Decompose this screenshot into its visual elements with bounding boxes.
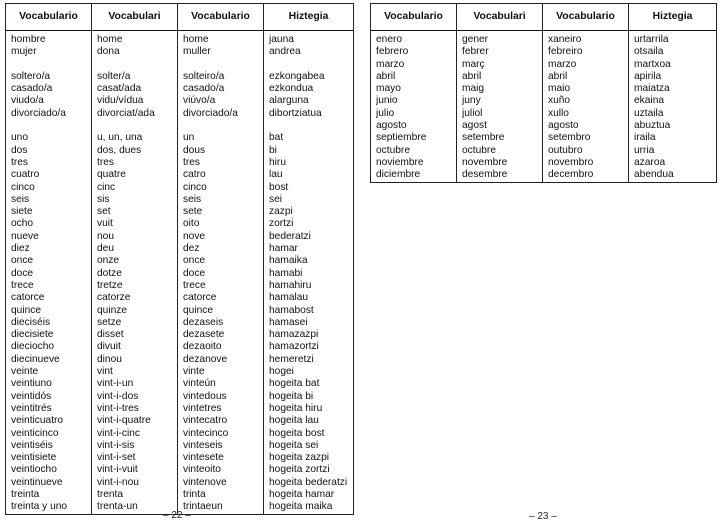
vocab-word: hombre — [11, 34, 46, 45]
vocab-word: vint-i-quatre — [97, 415, 151, 427]
vocab-word: agost — [462, 120, 487, 132]
vocab-word: febreiro — [548, 46, 583, 58]
vocab-word: setembro — [548, 132, 591, 144]
vocab-word: tres — [97, 156, 114, 168]
vocab-word — [269, 120, 351, 132]
vocab-word: veinte — [11, 366, 39, 378]
page-number-right: – 23 – — [529, 511, 557, 522]
vocab-word — [11, 120, 89, 132]
vocab-word: hamasei — [269, 316, 308, 328]
column-galician — [178, 31, 264, 515]
vocab-word: sei — [269, 193, 283, 205]
vocab-word: apirila — [634, 70, 662, 82]
vocab-word: dieciocho — [11, 341, 55, 353]
vocab-word: hogeita sei — [269, 439, 319, 451]
vocab-word: casado/a — [183, 83, 225, 95]
header-galician: Vocabulario — [543, 4, 629, 31]
vocab-word: hamabost — [269, 304, 314, 316]
vocab-word: noviembre — [376, 156, 424, 168]
vocab-word: novembre — [462, 156, 508, 168]
vocab-word: set — [97, 206, 111, 218]
header-galician: Vocabulario — [178, 4, 264, 31]
vocab-word: abuztua — [634, 120, 671, 132]
vocab-word: divorciado/a — [183, 107, 238, 119]
vocab-word: hogeita maika — [269, 501, 333, 513]
vocab-word: uno — [11, 132, 28, 144]
vocab-word: junio — [376, 95, 398, 107]
vocab-word: maig — [462, 83, 485, 95]
vocab-word: divorciado/a — [11, 107, 66, 119]
vocab-word: jauna — [269, 34, 294, 45]
table-header-row — [371, 4, 717, 31]
page-number-left: – 22 – — [163, 510, 191, 521]
vocab-word: hamar — [269, 243, 298, 255]
vocab-word: decembro — [548, 169, 594, 181]
vocab-word: home — [183, 34, 209, 45]
vocab-word: vint-i-dos — [97, 390, 139, 402]
header-basque: Hiztegia — [264, 4, 354, 31]
vocab-word: hogeita hiru — [269, 402, 323, 414]
vocab-word: cinco — [11, 181, 35, 193]
vocabulary-table-months — [370, 3, 717, 183]
vocab-word: dezaseis — [183, 316, 224, 328]
vocab-word: bat — [269, 132, 284, 144]
vocab-word: cinc — [97, 181, 116, 193]
vocab-word: soltero/a — [11, 70, 51, 82]
vocab-word: marzo — [548, 58, 577, 70]
vocab-word: vint-i-sis — [97, 439, 135, 451]
vocab-word — [11, 59, 89, 71]
vocab-word: trece — [11, 279, 34, 291]
vocab-word: veintinueve — [11, 476, 63, 488]
table-body-row — [6, 31, 354, 515]
vocab-word: once — [11, 255, 34, 267]
vocab-word: vinteoito — [183, 464, 221, 476]
vocab-word: veinticinco — [11, 427, 59, 439]
vocab-word: xullo — [548, 107, 569, 119]
vocab-word: nove — [183, 230, 206, 242]
vocab-word: hogeita bat — [269, 378, 320, 390]
vocab-word: agosto — [376, 120, 407, 132]
vocab-word: trenta — [97, 488, 124, 500]
vocab-word: abril — [462, 70, 482, 82]
vocab-word: ocho — [11, 218, 34, 230]
header-spanish: Vocabulario — [6, 4, 92, 31]
header-spanish: Vocabulario — [371, 4, 457, 31]
vocab-word: veintiocho — [11, 464, 57, 476]
vocab-word: quatre — [97, 169, 126, 181]
vocab-word: zazpi — [269, 206, 293, 218]
vocab-word: maiatza — [634, 83, 670, 95]
vocab-word: martxoa — [634, 58, 671, 70]
vocab-word: juny — [462, 95, 481, 107]
vocab-word: trenta-un — [97, 501, 138, 513]
table-body-row — [371, 31, 717, 183]
vocab-word: quince — [183, 304, 214, 316]
vocab-word: vint-i-un — [97, 378, 134, 390]
vocab-word: quince — [11, 304, 42, 316]
vocab-word: març — [462, 58, 485, 70]
vocab-word: julio — [376, 107, 395, 119]
vocab-word: outubro — [548, 144, 583, 156]
vocab-word: ezkondua — [269, 83, 314, 95]
vocab-word: vint-i-cinc — [97, 427, 141, 439]
vocab-word: catorze — [97, 292, 131, 304]
vocab-word: hogeita bederatzi — [269, 476, 348, 488]
vocab-word: otsaila — [634, 46, 664, 58]
vocab-word: enero — [376, 34, 403, 45]
vocab-word: u, un, una — [97, 132, 143, 144]
vocab-word: vintetres — [183, 402, 222, 414]
vocab-word: casat/ada — [97, 83, 142, 95]
vocab-word: sete — [183, 206, 203, 218]
vocab-word: trece — [183, 279, 206, 291]
column-basque — [629, 31, 717, 183]
vocab-word: bi — [269, 144, 277, 156]
vocab-word: hamabi — [269, 267, 303, 279]
vocab-word: vidu/vídua — [97, 95, 144, 107]
column-spanish — [6, 31, 92, 515]
vocab-word: urtarrila — [634, 34, 669, 45]
vocab-word: hogeita zortzi — [269, 464, 330, 476]
vocab-word: diez — [11, 243, 30, 255]
vocab-word: zortzi — [269, 218, 294, 230]
vocab-word: dezanove — [183, 353, 228, 365]
vocab-word — [269, 59, 351, 71]
vocab-word: veintiséis — [11, 439, 53, 451]
vocab-word: dos — [11, 144, 28, 156]
vocab-word: dona — [97, 46, 120, 58]
vocab-word: casado/a — [11, 83, 53, 95]
vocab-word: divorciat/ada — [97, 107, 155, 119]
vocab-word: vinteseis — [183, 439, 223, 451]
vocab-word: mayo — [376, 83, 401, 95]
vocab-word: novembro — [548, 156, 594, 168]
vocab-word: hamaika — [269, 255, 308, 267]
vocab-word: vintecinco — [183, 427, 229, 439]
vocab-word: cinco — [183, 181, 207, 193]
vocab-word: onze — [97, 255, 120, 267]
vocab-word: vintesete — [183, 452, 224, 464]
vocab-word: vint-i-tres — [97, 402, 139, 414]
vocab-word: doce — [183, 267, 206, 279]
vocab-word: dotze — [97, 267, 122, 279]
vocab-word: mujer — [11, 46, 37, 58]
vocab-word: disset — [97, 329, 124, 341]
vocab-word: vintenove — [183, 476, 227, 488]
table-header-row — [6, 4, 354, 31]
column-basque — [264, 31, 354, 515]
vocab-word: home — [97, 34, 123, 45]
vocab-word: vinte — [183, 366, 205, 378]
vocab-word: gener — [462, 34, 489, 45]
vocab-word: marzo — [376, 58, 405, 70]
vocab-word: trintaeun — [183, 501, 223, 513]
vocab-word: xaneiro — [548, 34, 582, 45]
vocab-word: alarguna — [269, 95, 309, 107]
vocab-word: xuño — [548, 95, 571, 107]
header-basque: Hiztegia — [629, 4, 717, 31]
vocab-word: nou — [97, 230, 114, 242]
vocab-word: bederatzi — [269, 230, 311, 242]
vocab-word: veintisiete — [11, 452, 57, 464]
vocab-word: vuit — [97, 218, 113, 230]
vocab-word: abril — [376, 70, 396, 82]
vocab-word: seis — [11, 193, 30, 205]
vocab-word: treinta — [11, 488, 40, 500]
vocab-word: once — [183, 255, 206, 267]
vocab-word: setembre — [462, 132, 505, 144]
vocab-word: hamalau — [269, 292, 309, 304]
vocab-word: diciembre — [376, 169, 421, 181]
vocab-word: un — [183, 132, 195, 144]
vocab-word: maio — [548, 83, 571, 95]
vocab-word: uztaila — [634, 107, 664, 119]
vocab-word: vint-i-vuit — [97, 464, 138, 476]
vocab-word: veintidós — [11, 390, 52, 402]
vocab-word: hogei — [269, 366, 294, 378]
vocab-word: febrero — [376, 46, 409, 58]
vocab-word: septiembre — [376, 132, 427, 144]
vocab-word: andrea — [269, 46, 301, 58]
vocab-word: solter/a — [97, 70, 131, 82]
vocab-word: octubre — [462, 144, 496, 156]
vocab-word: febrer — [462, 46, 489, 58]
vocab-word: hogeita lau — [269, 415, 319, 427]
vocab-word: treinta y uno — [11, 501, 68, 513]
vocab-word: veintiuno — [11, 378, 52, 390]
vocab-word: deu — [97, 243, 114, 255]
vocab-word: hiru — [269, 156, 286, 168]
vocab-word: muller — [183, 46, 211, 58]
vocab-word: urria — [634, 144, 655, 156]
vocab-word — [97, 59, 175, 71]
vocab-word: dos, dues — [97, 144, 142, 156]
vocab-word: ezkongabea — [269, 70, 325, 82]
vocab-word: dez — [183, 243, 200, 255]
vocab-word: hogeita bi — [269, 390, 314, 402]
vocab-word: oito — [183, 218, 200, 230]
vocab-word — [183, 120, 261, 132]
vocab-word: nueve — [11, 230, 39, 242]
vocab-word — [97, 120, 175, 132]
vocab-word: azaroa — [634, 156, 666, 168]
header-catalan: Vocabulari — [457, 4, 543, 31]
vocab-word: abril — [548, 70, 568, 82]
vocab-word: seis — [183, 193, 202, 205]
vocab-word: hamahiru — [269, 279, 312, 291]
column-catalan — [92, 31, 178, 515]
vocab-word: siete — [11, 206, 33, 218]
vocab-word: diecisiete — [11, 329, 54, 341]
vocab-word: juliol — [462, 107, 483, 119]
vocab-word: sis — [97, 193, 110, 205]
vocab-word: cuatro — [11, 169, 40, 181]
vocab-word: viudo/a — [11, 95, 44, 107]
vocab-word: catro — [183, 169, 206, 181]
header-catalan: Vocabulari — [92, 4, 178, 31]
vocab-word: dibortziatua — [269, 107, 322, 119]
vocab-word: ekaina — [634, 95, 665, 107]
vocab-word: vint-i-nou — [97, 476, 139, 488]
vocab-word: catorce — [11, 292, 45, 304]
vocab-word: dous — [183, 144, 206, 156]
vocab-word: quinze — [97, 304, 128, 316]
vocab-word: hogeita zazpi — [269, 452, 330, 464]
column-spanish — [371, 31, 457, 183]
vocab-word: solteiro/a — [183, 70, 225, 82]
vocab-word: hamazortzi — [269, 341, 319, 353]
vocab-word: tres — [11, 156, 28, 168]
column-galician — [543, 31, 629, 183]
vocab-word: dezaoito — [183, 341, 222, 353]
vocab-word: vint-i-set — [97, 452, 136, 464]
vocab-word: dieciséis — [11, 316, 51, 328]
vocab-word: doce — [11, 267, 34, 279]
vocab-word: tres — [183, 156, 200, 168]
vocab-word: vintecatro — [183, 415, 228, 427]
vocab-word: catorce — [183, 292, 217, 304]
vocab-word: hogeita bost — [269, 427, 325, 439]
vocab-word: vint — [97, 366, 113, 378]
vocab-word: diecinueve — [11, 353, 60, 365]
vocab-word: bost — [269, 181, 289, 193]
vocab-word: trinta — [183, 488, 206, 500]
vocab-word: veinticuatro — [11, 415, 64, 427]
vocab-word: divuit — [97, 341, 121, 353]
vocab-word: setze — [97, 316, 122, 328]
vocab-word: viúvo/a — [183, 95, 216, 107]
vocab-word: agosto — [548, 120, 579, 132]
vocab-word: hamazazpi — [269, 329, 319, 341]
vocab-word: dinou — [97, 353, 122, 365]
vocab-word — [183, 59, 261, 71]
vocab-word: hemeretzi — [269, 353, 314, 365]
vocab-word: vintedous — [183, 390, 227, 402]
vocab-word: desembre — [462, 169, 508, 181]
vocab-word: iraila — [634, 132, 656, 144]
vocab-word: lau — [269, 169, 283, 181]
vocab-word: hogeita hamar — [269, 488, 335, 500]
vocab-word: vinteún — [183, 378, 216, 390]
vocab-word: abendua — [634, 169, 674, 181]
vocab-word: veintitrés — [11, 402, 52, 414]
vocab-word: tretze — [97, 279, 123, 291]
column-catalan — [457, 31, 543, 183]
vocabulary-table-numbers — [5, 3, 354, 515]
vocab-word: dezasete — [183, 329, 225, 341]
vocab-word: octubre — [376, 144, 410, 156]
